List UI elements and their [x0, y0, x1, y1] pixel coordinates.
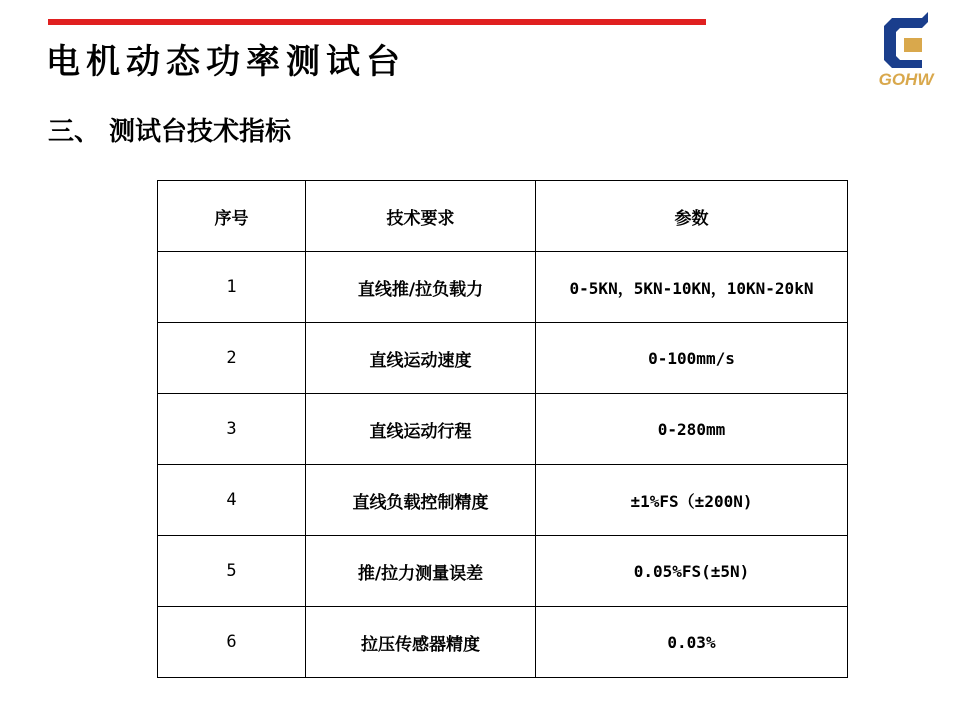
company-logo	[866, 12, 946, 92]
parameter-cell: 0-280mm	[536, 394, 848, 465]
table-row	[158, 536, 848, 607]
slide-title: 电机动态功率测试台	[46, 42, 406, 82]
spec-table	[157, 180, 848, 678]
parameter-cell: 0-100mm/s	[536, 323, 848, 394]
parameter-cell: ±1%FS（±200N)	[536, 465, 848, 536]
row-index-cell: 5	[158, 536, 306, 607]
row-index-cell: 6	[158, 607, 306, 678]
requirement-cell: 拉压传感器精度	[306, 607, 536, 678]
parameter-cell: 0-5KN，5KN-10KN，10KN-20kN	[536, 252, 848, 323]
section-heading: 三、 测试台技术指标	[48, 117, 292, 147]
table-row	[158, 323, 848, 394]
requirement-cell: 直线推/拉负载力	[306, 252, 536, 323]
table-row	[158, 394, 848, 465]
parameter-cell: 0.03%	[536, 607, 848, 678]
requirement-cell: 直线负载控制精度	[306, 465, 536, 536]
table-row	[158, 465, 848, 536]
table-header-cell: 技术要求	[306, 181, 536, 252]
requirement-cell: 直线运动速度	[306, 323, 536, 394]
row-index-cell: 2	[158, 323, 306, 394]
table-header-cell: 参数	[536, 181, 848, 252]
row-index-cell: 1	[158, 252, 306, 323]
requirement-cell: 直线运动行程	[306, 394, 536, 465]
requirement-cell: 推/拉力测量误差	[306, 536, 536, 607]
table-row	[158, 607, 848, 678]
row-index-cell: 4	[158, 465, 306, 536]
row-index-cell: 3	[158, 394, 306, 465]
title-accent-bar	[48, 19, 706, 25]
parameter-cell: 0.05%FS(±5N)	[536, 536, 848, 607]
gohw-logo-icon	[866, 12, 946, 70]
table-header-row	[158, 181, 848, 252]
logo-wordmark: GOHW	[878, 70, 934, 89]
table-row	[158, 252, 848, 323]
table-header-cell: 序号	[158, 181, 306, 252]
